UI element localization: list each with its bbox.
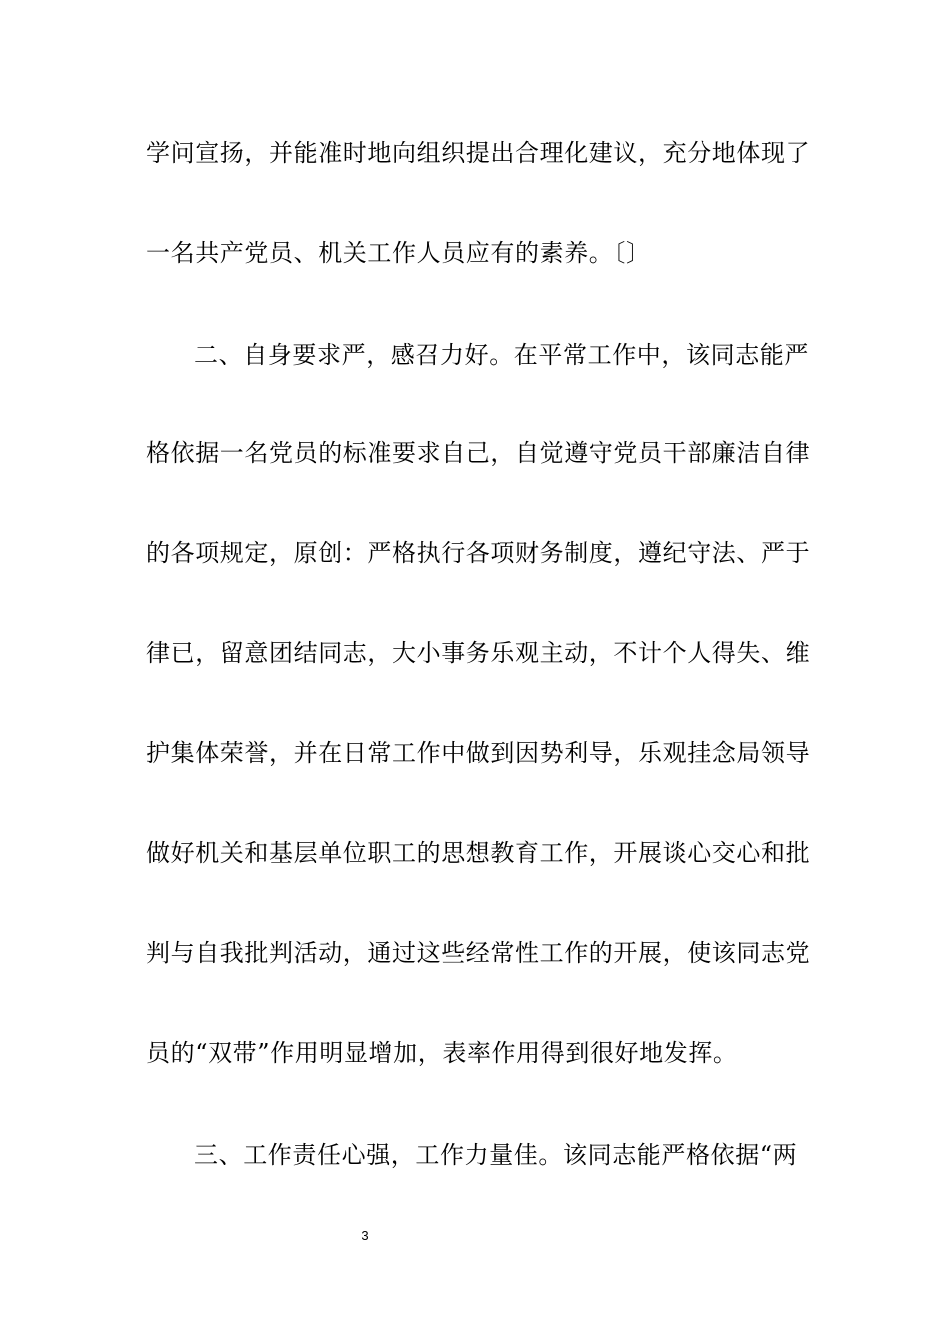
text-line: 做好机关和基层单位职工的思想教育工作，开展谈心交心和批 (146, 839, 811, 867)
text-line: 一名共产党员、机关工作人员应有的素养。〔〕 (146, 239, 651, 267)
paragraph-start-line: 二、自身要求严，感召力好。在平常工作中，该同志能严 (194, 341, 809, 369)
paragraph-start-line: 三、工作责任心强，工作力量佳。该同志能严格依据“两 (194, 1141, 798, 1169)
text-line: 学问宣扬，并能准时地向组织提出合理化建议，充分地体现了 (146, 139, 811, 167)
text-line: 律已，留意团结同志，大小事务乐观主动，不计个人得失、维 (146, 639, 811, 667)
text-line: 判与自我批判活动，通过这些经常性工作的开展，使该同志党 (146, 939, 811, 967)
text-line: 员的“双带”作用明显增加，表率作用得到很好地发挥。 (146, 1039, 738, 1067)
text-line: 的各项规定，原创：严格执行各项财务制度，遵纪守法、严于 (146, 539, 811, 567)
text-line: 格依据一名党员的标准要求自己，自觉遵守党员干部廉洁自律 (146, 439, 811, 467)
page-number: 3 (361, 1228, 369, 1243)
text-line: 护集体荣誉，并在日常工作中做到因势利导，乐观挂念局领导 (146, 739, 811, 767)
